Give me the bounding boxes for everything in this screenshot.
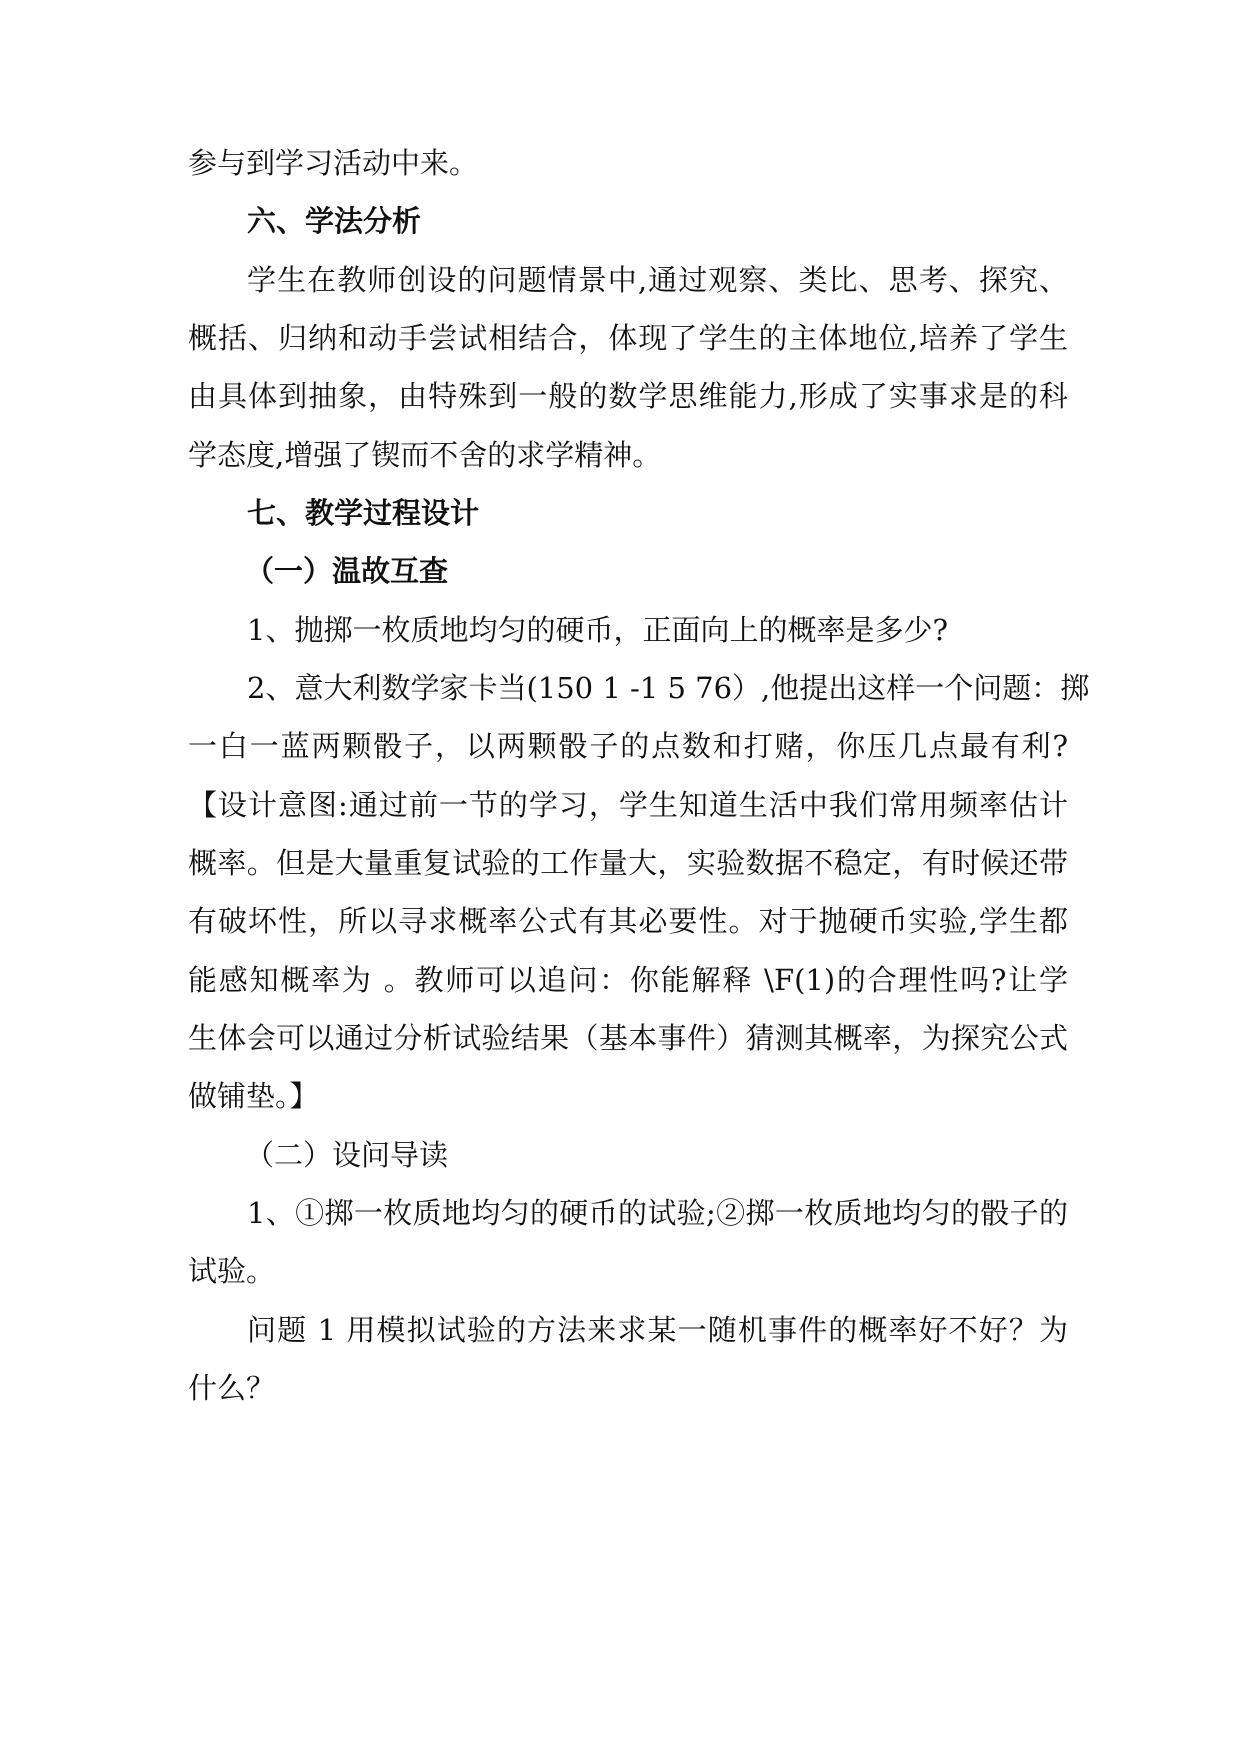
paragraph-line: 学态度,增强了锲而不舍的求学精神。 bbox=[188, 438, 662, 472]
question-2: 2、意大利数学家卡当(150 1 -1 5 76）,他提出这样一个问题：掷 bbox=[247, 671, 1090, 705]
paragraph-line: 学生在教师创设的问题情景中,通过观察、类比、思考、探究、 bbox=[247, 263, 1068, 297]
question-2-continued: 一白一蓝两颗骰子，以两颗骰子的点数和打赌，你压几点最有利? bbox=[188, 729, 1068, 763]
design-intent-line: 有破坏性，所以寻求概率公式有其必要性。对于抛硬币实验,学生都 bbox=[188, 904, 1068, 938]
subsection-heading-2: （二）设问导读 bbox=[245, 1138, 449, 1172]
problem-1-line: 什么？ bbox=[188, 1371, 276, 1405]
section-heading-6: 六、学法分析 bbox=[247, 204, 422, 238]
section-heading-7: 七、教学过程设计 bbox=[247, 496, 480, 530]
paragraph-line: 由具体到抽象，由特殊到一般的数学思维能力,形成了实事求是的科 bbox=[188, 379, 1068, 413]
design-intent-line: 做铺垫。】 bbox=[188, 1079, 319, 1113]
experiment-line: 试验。 bbox=[188, 1254, 276, 1288]
design-intent-line: 能感知概率为 。教师可以追问：你能解释 \F(1)的合理性吗?让学 bbox=[188, 963, 1068, 997]
design-intent-line: 【设计意图:通过前一节的学习，学生知道生活中我们常用频率估计 bbox=[188, 788, 1068, 822]
subsection-heading-1: （一）温故互查 bbox=[245, 554, 449, 588]
paragraph-continuation: 参与到学习活动中来。 bbox=[188, 146, 479, 180]
design-intent-line: 概率。但是大量重复试验的工作量大，实验数据不稳定，有时候还带 bbox=[188, 846, 1068, 880]
problem-1-line: 问题 1 用模拟试验的方法来求某一随机事件的概率好不好？为 bbox=[247, 1313, 1068, 1347]
paragraph-line: 概括、归纳和动手尝试相结合，体现了学生的主体地位,培养了学生 bbox=[188, 321, 1068, 355]
question-1: 1、抛掷一枚质地均匀的硬币，正面向上的概率是多少? bbox=[247, 613, 948, 647]
experiment-line: 1、①掷一枚质地均匀的硬币的试验;②掷一枚质地均匀的骰子的 bbox=[247, 1196, 1068, 1230]
design-intent-line: 生体会可以通过分析试验结果（基本事件）猜测其概率，为探究公式 bbox=[188, 1021, 1068, 1055]
